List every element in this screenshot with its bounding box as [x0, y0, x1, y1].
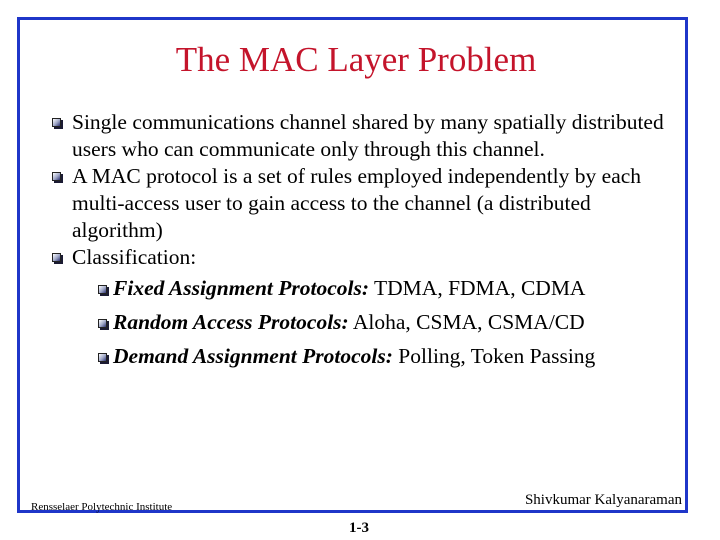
footer-author: Shivkumar Kalyanaraman — [524, 492, 682, 508]
bullet-text: A MAC protocol is a set of rules employed independently by each multi-access user to gain access to the channel (a distributed algorithm) — [72, 164, 642, 242]
sub-bullet-item — [98, 339, 672, 373]
bullet-text: Classification: — [72, 245, 197, 269]
square-bullet-icon — [98, 285, 107, 294]
sub-bullet-term: Demand Assignment Protocols: — [113, 344, 393, 368]
sub-bullet-detail: Polling, Token Passing — [392, 344, 596, 368]
bullet-item — [52, 109, 672, 163]
square-bullet-icon — [52, 118, 61, 127]
bullet-text: Single communications channel shared by many spatially distributed users who can communicate only through this channel. — [72, 110, 664, 161]
footer-institution: Rensselaer Polytechnic Institute — [31, 501, 173, 513]
bullet-item — [52, 244, 672, 373]
sub-bullet-item — [98, 271, 672, 305]
sub-bullet-item — [98, 305, 672, 339]
square-bullet-icon — [52, 172, 61, 181]
bullet-list — [52, 109, 672, 373]
sub-bullet-term: Fixed Assignment Protocols: — [113, 276, 370, 300]
bullet-item — [52, 163, 672, 244]
square-bullet-icon — [98, 319, 107, 328]
sub-bullet-term: Random Access Protocols: — [113, 310, 349, 334]
slide-title: The MAC Layer Problem — [175, 40, 537, 79]
page-number: 1-3 — [349, 520, 369, 536]
sub-bullet-detail: TDMA, FDMA, CDMA — [369, 276, 586, 300]
square-bullet-icon — [52, 253, 61, 262]
square-bullet-icon — [98, 353, 107, 362]
sub-bullet-detail: Aloha, CSMA, CSMA/CD — [348, 310, 585, 334]
sub-bullet-list — [72, 271, 672, 373]
